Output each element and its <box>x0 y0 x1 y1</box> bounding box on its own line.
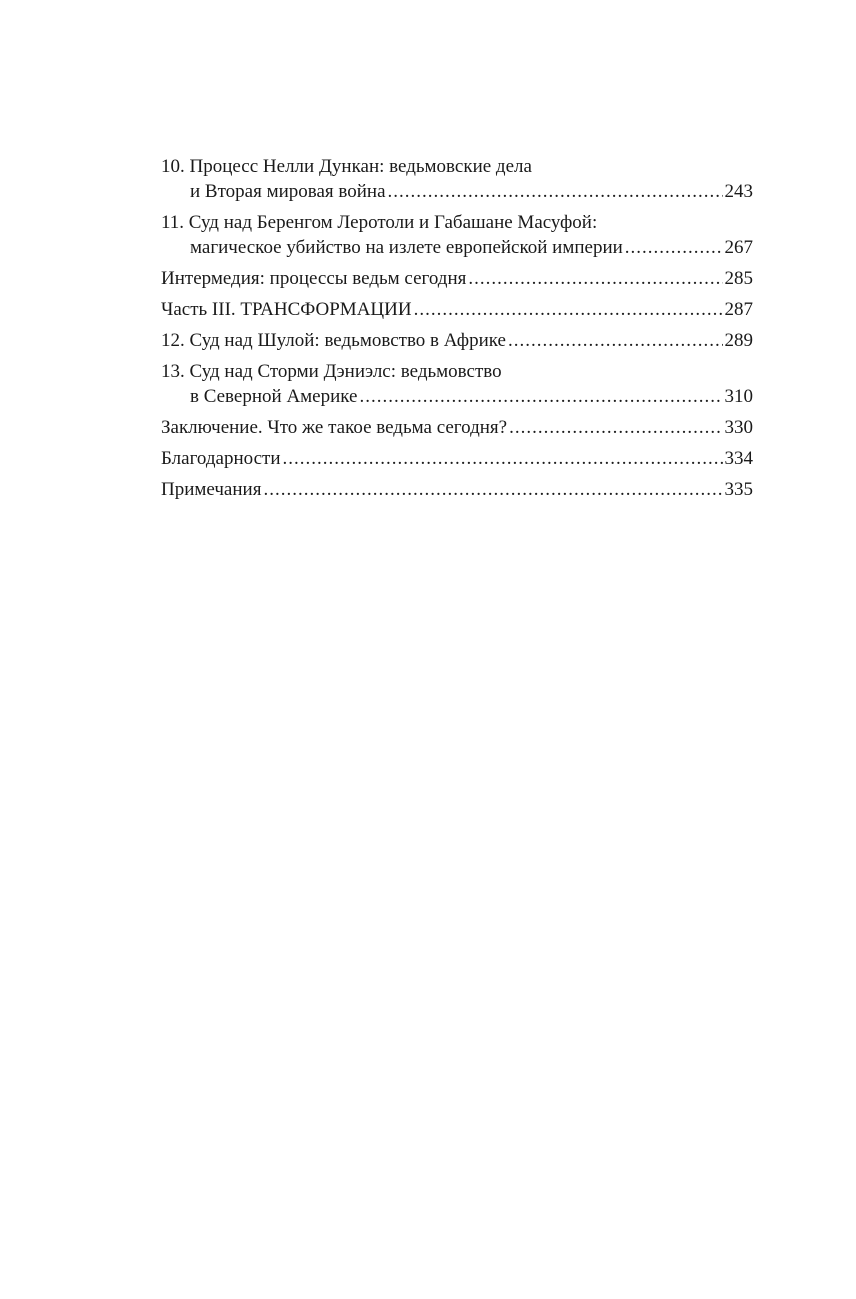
dot-leader <box>509 415 722 440</box>
toc-entry-page-number: 289 <box>724 330 753 351</box>
toc-entry-page-number: 330 <box>724 417 753 438</box>
toc-entry-page-number: 267 <box>724 237 753 258</box>
dot-leader <box>625 235 723 260</box>
toc-entry-page-number: 285 <box>724 268 753 289</box>
toc-entry-title-line: 10. Процесс Нелли Дункан: ведьмовские дела <box>161 156 532 177</box>
toc-entry-page-number: 243 <box>724 181 753 202</box>
toc-entry-notes[interactable] <box>161 477 753 502</box>
toc-entry-part-3[interactable] <box>161 297 753 322</box>
dot-leader <box>414 297 723 322</box>
toc-entry-page-number: 310 <box>724 386 753 407</box>
dot-leader <box>283 446 723 471</box>
dot-leader <box>388 179 723 204</box>
dot-leader <box>508 328 723 353</box>
toc-entry-title: Интермедия: процессы ведьм сегодня <box>161 268 467 289</box>
dot-leader <box>263 477 722 502</box>
toc-entry-chapter-13[interactable] <box>161 359 753 409</box>
toc-entry-acknowledgements[interactable] <box>161 446 753 471</box>
toc-entry-title: Благодарности <box>161 448 281 469</box>
toc-entry-page-number: 287 <box>724 299 753 320</box>
toc-entry-title: Примечания <box>161 479 262 500</box>
toc-entry-title-line: 13. Суд над Сторми Дэниэлс: ведьмовство <box>161 361 502 382</box>
toc-entry-chapter-10[interactable] <box>161 154 753 204</box>
toc-entry-chapter-12[interactable] <box>161 328 753 353</box>
toc-entry-title-line: 11. Суд над Беренгом Леротоли и Габашане Масуфой: <box>161 212 598 233</box>
toc-entry-conclusion[interactable] <box>161 415 753 440</box>
toc-entry-page-number: 334 <box>724 448 753 469</box>
toc-entry-title-continuation: в Северной Америке <box>190 386 358 407</box>
toc-entry-title-continuation: магическое убийство на излете европейской империи <box>190 237 623 258</box>
toc-entry-title: Заключение. Что же такое ведьма сегодня? <box>161 417 508 438</box>
dot-leader <box>468 266 722 291</box>
toc-entry-title: Часть III. ТРАНСФОРМАЦИИ <box>161 299 412 320</box>
dot-leader <box>359 384 722 409</box>
toc-entry-title: 12. Суд над Шулой: ведьмовство в Африке <box>161 330 506 351</box>
toc-entry-page-number: 335 <box>724 479 753 500</box>
table-of-contents <box>161 154 753 508</box>
toc-entry-intermedia[interactable] <box>161 266 753 291</box>
toc-entry-chapter-11[interactable] <box>161 210 753 260</box>
toc-entry-title-continuation: и Вторая мировая война <box>190 181 386 202</box>
